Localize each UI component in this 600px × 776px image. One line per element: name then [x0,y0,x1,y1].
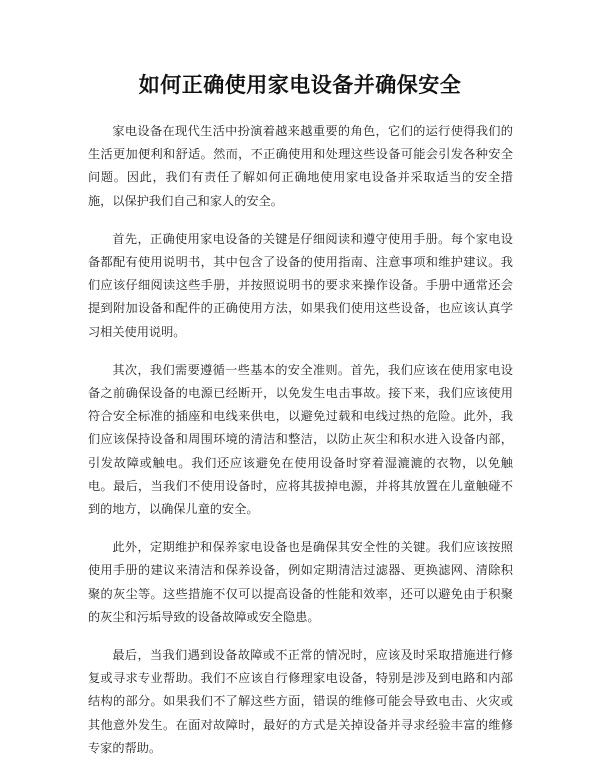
paragraph: 此外，定期维护和保养家电设备也是确保其安全性的关键。我们应该按照使用手册的建议来清洁和保养设备，例如定期清洁过滤器、更换滤网、清除积聚的灰尘等。这些措施不仅可以提高设备的性能和效率，还可以避免由于积聚的灰尘和污垢导致的设备故障或安全隐患。 [88,540,513,624]
document-body [88,120,513,775]
paragraph: 最后，当我们遇到设备故障或不正常的情况时，应该及时采取措施进行修复或寻求专业帮助。我们不应该自行修理家电设备，特别是涉及到电路和内部结构的部分。如果我们不了解这些方面，错误的维修可能会导致电击、火灾或其他意外发生。在面对故障时，最好的方式是关掉设备并寻求经验丰富的维修专家的帮助。 [88,648,513,755]
paragraph: 家电设备在现代生活中扮演着越来越重要的角色，它们的运行使得我们的生活更加便利和舒适。然而，不正确使用和处理这些设备可能会引发各种安全问题。因此，我们有责任了解如何正确地使用家电设备并采取适当的安全措施，以保护我们自己和家人的安全。 [88,124,513,208]
paragraph: 首先，正确使用家电设备的关键是仔细阅读和遵守使用手册。每个家电设备都配有使用说明书，其中包含了设备的使用指南、注意事项和维护建议。我们应该仔细阅读这些手册，并按照说明书的要求来操作设备。手册中通常还会提到附加设备和配件的正确使用方法，如果我们使用这些设备，也应该认真学习相关使用说明。 [88,231,513,339]
document-title: 如何正确使用家电设备并确保安全 [138,73,462,97]
paragraph: 其次，我们需要遵循一些基本的安全准则。首先，我们应该在使用家电设备之前确保设备的电源已经断开，以免发生电击事故。接下来，我们应该使用符合安全标准的插座和电线来供电，以避免过载和电线过热的危险。此外，我们应该保持设备和周围环境的清洁和整洁，以防止灰尘和积水进入设备内部，引发故障或触电。我们还应该避免在使用设备时穿着湿漉漉的衣物，以免触电。最后，当我们不使用设备时，应将其拔掉电源，并将其放置在儿童触碰不到的地方，以确保儿童的安全。 [88,362,513,517]
